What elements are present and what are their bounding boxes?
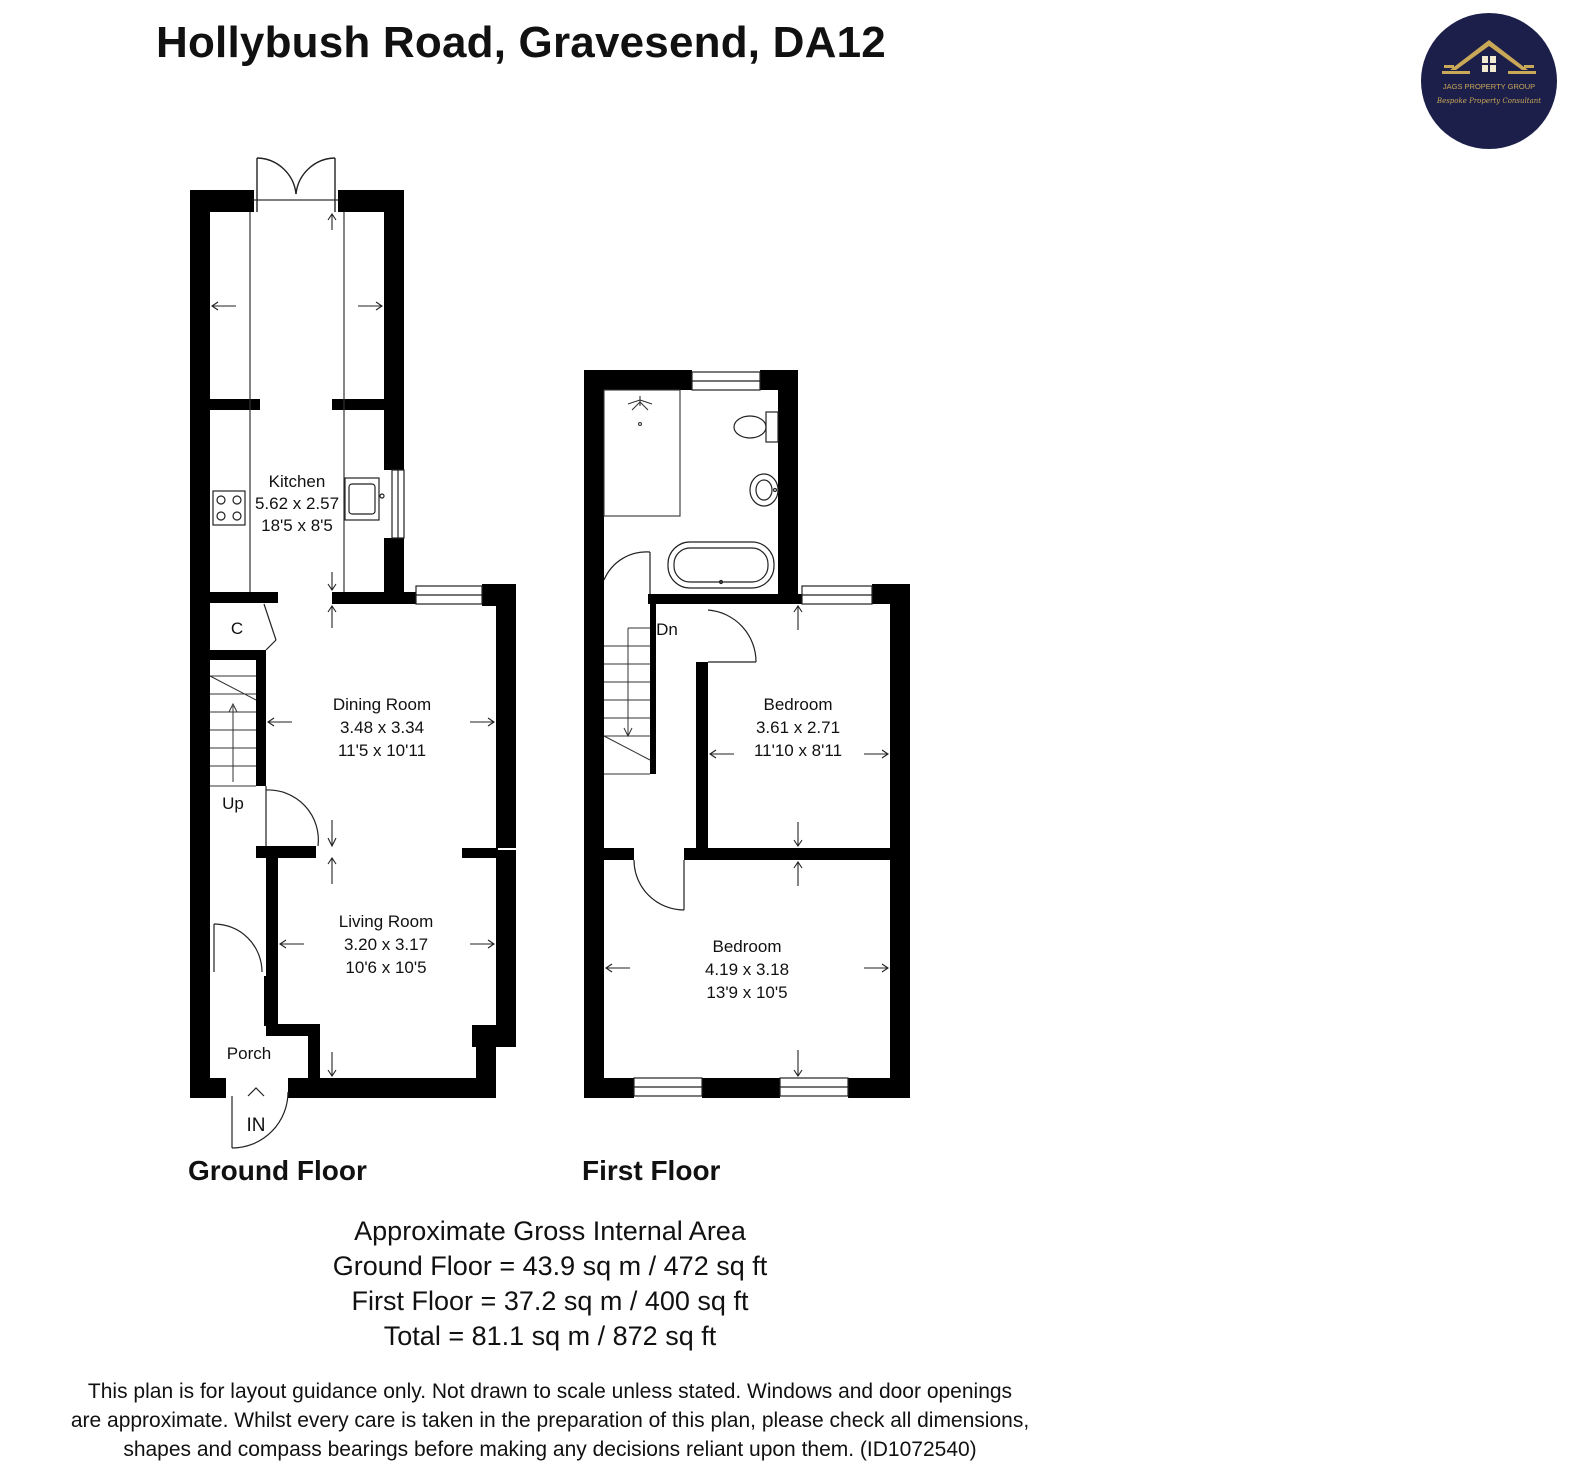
bathroom-door bbox=[604, 552, 650, 594]
toilet-icon bbox=[734, 412, 778, 442]
hob-icon bbox=[213, 491, 245, 525]
disclaimer bbox=[0, 1377, 1100, 1464]
living-name: Living Room bbox=[338, 912, 434, 931]
kitchen-window bbox=[392, 470, 404, 538]
cupboard-door bbox=[264, 604, 276, 650]
area-first: First Floor = 37.2 sq m / 400 sq ft bbox=[351, 1286, 749, 1316]
area-total: Total = 81.1 sq m / 872 sq ft bbox=[383, 1321, 717, 1351]
rear-patio-doors bbox=[257, 158, 335, 212]
first-floor-plan bbox=[584, 370, 910, 1098]
area-summary bbox=[250, 1214, 850, 1354]
rear-bedroom-door bbox=[708, 610, 756, 662]
cupboard-label: C bbox=[230, 619, 244, 638]
dining-imperial: 11'5 x 10'11 bbox=[337, 741, 427, 760]
rear-bedroom-name: Bedroom bbox=[763, 695, 833, 714]
ground-floor-label: Ground Floor bbox=[188, 1155, 367, 1186]
area-ground: Ground Floor = 43.9 sq m / 472 sq ft bbox=[332, 1251, 768, 1281]
front-bedroom-name: Bedroom bbox=[712, 937, 782, 956]
front-bedroom-door bbox=[634, 860, 684, 910]
front-bedroom-imperial: 13'9 x 10'5 bbox=[706, 983, 788, 1002]
rear-bedroom-metric: 3.61 x 2.71 bbox=[755, 718, 841, 737]
logo-tagline-text: Bespoke Property Consultant bbox=[1436, 97, 1542, 105]
stairs-down bbox=[604, 628, 650, 774]
dining-metric: 3.48 x 3.34 bbox=[339, 718, 425, 737]
front-bedroom-metric: 4.19 x 3.18 bbox=[704, 960, 790, 979]
shower-icon bbox=[604, 390, 680, 516]
living-imperial: 10'6 x 10'5 bbox=[345, 958, 427, 977]
porch-inner-door bbox=[214, 924, 262, 972]
stairs-up-label: Up bbox=[222, 794, 244, 813]
kitchen-sink-icon bbox=[345, 478, 384, 520]
disclaimer-line-3: shapes and compass bearings before making any decisions reliant upon them. (ID1072540) bbox=[123, 1438, 977, 1461]
rear-bedroom-window bbox=[802, 586, 872, 604]
bath-icon bbox=[668, 542, 774, 588]
stairs-down-label: Dn bbox=[656, 620, 678, 639]
logo-company-text: JAGS PROPERTY GROUP bbox=[1442, 82, 1536, 91]
entrance-label: IN bbox=[246, 1115, 266, 1136]
dining-name: Dining Room bbox=[332, 695, 432, 714]
washbasin-icon bbox=[750, 474, 778, 506]
first-dimension-arrows bbox=[606, 606, 888, 1076]
disclaimer-line-2: are approximate. Whilst every care is taken in the preparation of this plan, please check all dimensions, bbox=[70, 1409, 1030, 1432]
kitchen-metric: 5.62 x 2.57 bbox=[254, 494, 340, 513]
ground-floor-plan bbox=[190, 158, 516, 1148]
disclaimer-line-1: This plan is for layout guidance only. Not drawn to scale unless stated. Windows and door openings bbox=[87, 1380, 1013, 1403]
bathroom-window bbox=[692, 372, 760, 390]
stairs-up bbox=[210, 676, 256, 786]
rear-bedroom-imperial: 11'10 x 8'11 bbox=[753, 741, 843, 760]
page-title: Hollybush Road, Gravesend, DA12 bbox=[156, 18, 886, 67]
dining-door bbox=[266, 786, 318, 846]
dining-window bbox=[416, 586, 482, 604]
porch-label: Porch bbox=[226, 1044, 272, 1063]
first-floor-label: First Floor bbox=[582, 1155, 721, 1186]
kitchen-name: Kitchen bbox=[268, 472, 326, 491]
kitchen-imperial: 18'5 x 8'5 bbox=[261, 516, 333, 535]
area-heading: Approximate Gross Internal Area bbox=[354, 1216, 746, 1246]
living-metric: 3.20 x 3.17 bbox=[343, 935, 429, 954]
